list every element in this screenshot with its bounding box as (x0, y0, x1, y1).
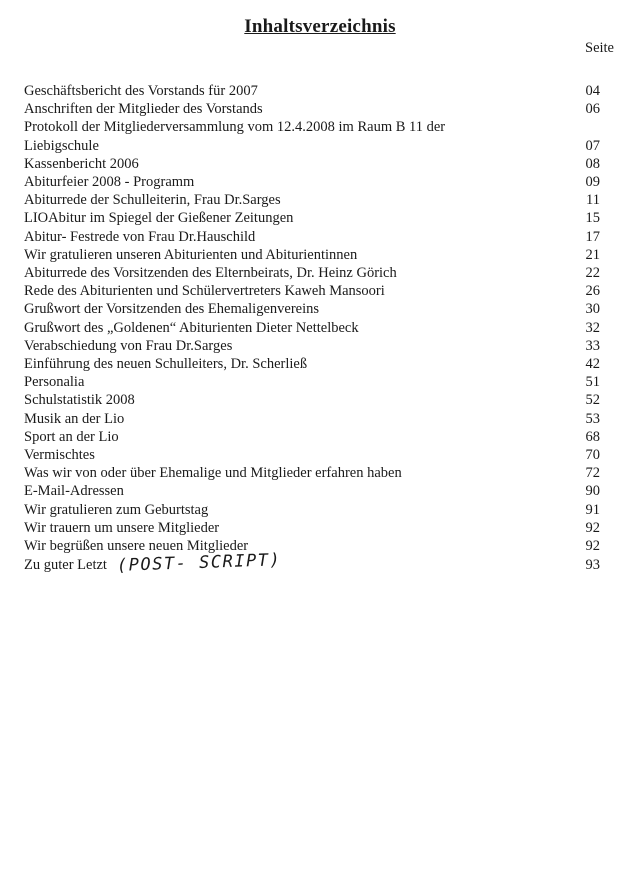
toc-entry-title: Schulstatistik 2008 (24, 392, 135, 409)
toc-entry-title: Wir begrüßen unsere neuen Mitglieder (24, 538, 249, 555)
toc-entry-title: LIOAbitur im Spiegel der Gießener Zeitungen (24, 210, 294, 227)
toc-entry (24, 209, 600, 227)
toc-entry (24, 155, 600, 173)
toc-entry-page-number: 93 (585, 557, 600, 574)
toc-entry-title: Kassenbericht 2006 (24, 155, 139, 172)
toc-entry (24, 100, 600, 118)
toc-entry (24, 300, 600, 318)
toc-entry (24, 118, 600, 154)
toc-entry-title: Vermischtes (24, 447, 95, 464)
toc-entry-title: Personalia (24, 374, 85, 391)
toc-entry-page-number: 70 (585, 447, 600, 464)
toc-entry-page-number: 42 (585, 356, 600, 373)
toc-entry-page-number: 06 (585, 101, 600, 118)
toc-entry (24, 464, 600, 482)
toc-entry-page-number: 07 (585, 137, 600, 154)
toc-entry-title: Wir trauern um unsere Mitglieder (24, 519, 220, 536)
toc-entry-page-number: 04 (585, 83, 600, 99)
toc-entry (24, 319, 600, 337)
toc-entry (24, 550, 600, 577)
page-column-header: Seite (585, 40, 614, 56)
toc-entry-title: Wir gratulieren unseren Abiturienten und Abiturientinnen (24, 246, 358, 263)
toc-entry (24, 228, 600, 246)
toc-entry (24, 282, 600, 300)
toc-entry-title: Musik an der Lio (24, 410, 125, 427)
toc-entry-title: Wir gratulieren zum Geburtstag (24, 501, 209, 518)
toc-entry (24, 391, 600, 409)
toc-entry-page-number: 92 (585, 538, 600, 555)
table-of-contents (24, 82, 600, 577)
toc-entry (24, 355, 600, 373)
toc-entry-title: Grußwort der Vorsitzenden des Ehemaligenvereins (24, 301, 320, 318)
toc-entry (24, 264, 600, 282)
toc-entry (24, 82, 600, 100)
toc-entry-page-number: 08 (585, 155, 600, 172)
toc-entry-page-number: 53 (585, 410, 600, 427)
toc-entry (24, 373, 600, 391)
toc-entry (24, 173, 600, 191)
toc-entry-title: Geschäftsbericht des Vorstands für 2007 (24, 83, 258, 99)
toc-entry-page-number: 92 (585, 519, 600, 536)
toc-entry-title: Abiturrede der Schulleiterin, Frau Dr.Sarges (24, 192, 281, 209)
toc-entry-page-number: 52 (585, 392, 600, 409)
toc-entry-page-number: 32 (585, 319, 600, 336)
toc-entry-title-continued: Liebigschule (24, 137, 99, 154)
toc-entry-title: Abiturrede des Vorsitzenden des Elternbeirats, Dr. Heinz Görich (24, 265, 397, 282)
toc-entry-page-number: 90 (585, 483, 600, 500)
toc-entry-title: Verabschiedung von Frau Dr.Sarges (24, 337, 233, 354)
toc-entry-title: Einführung des neuen Schulleiters, Dr. Scherließ (24, 356, 308, 373)
toc-entry-title: E-Mail-Adressen (24, 483, 124, 500)
toc-entry-page-number: 15 (585, 210, 600, 227)
toc-entry-page-number: 11 (586, 192, 600, 209)
toc-entry (24, 482, 600, 500)
handwritten-note: (POST- SCRIPT) (116, 550, 282, 577)
toc-entry (24, 446, 600, 464)
toc-entry-page-number: 09 (585, 174, 600, 191)
toc-entry-title: Abiturfeier 2008 - Programm (24, 174, 195, 191)
toc-entry-page-number: 72 (585, 465, 600, 482)
toc-entry-page-number: 21 (585, 246, 600, 263)
toc-entry (24, 519, 600, 537)
toc-entry-page-number: 22 (585, 265, 600, 282)
toc-entry (24, 428, 600, 446)
toc-entry-page-number: 33 (585, 337, 600, 354)
toc-entry-page-number: 17 (585, 228, 600, 245)
toc-entry-page-number: 30 (585, 301, 600, 318)
toc-entry-page-number: 68 (585, 428, 600, 445)
toc-entry (24, 246, 600, 264)
toc-entry-page-number: 51 (585, 374, 600, 391)
toc-entry (24, 410, 600, 428)
toc-entry-page-number: 91 (585, 501, 600, 518)
toc-entry-title: Protokoll der Mitgliederversammlung vom 12.4.2008 im Raum B 11 der (24, 119, 446, 136)
page-title: Inhaltsverzeichnis (244, 16, 396, 37)
toc-entry-title: Was wir von oder über Ehemalige und Mitglieder erfahren haben (24, 465, 402, 482)
toc-entry-title: Abitur- Festrede von Frau Dr.Hauschild (24, 228, 256, 245)
toc-entry (24, 191, 600, 209)
toc-entry (24, 501, 600, 519)
toc-entry-title: Anschriften der Mitglieder des Vorstands (24, 101, 263, 118)
toc-entry (24, 537, 600, 555)
toc-entry-title: Zu guter Letzt (24, 557, 107, 574)
toc-entry (24, 337, 600, 355)
toc-entry-page-number: 26 (585, 283, 600, 300)
toc-entry-title: Rede des Abiturienten und Schülervertreters Kaweh Mansoori (24, 283, 385, 300)
toc-entry-title: Grußwort des „Goldenen“ Abiturienten Dieter Nettelbeck (24, 319, 359, 336)
toc-entry-title: Sport an der Lio (24, 428, 119, 445)
